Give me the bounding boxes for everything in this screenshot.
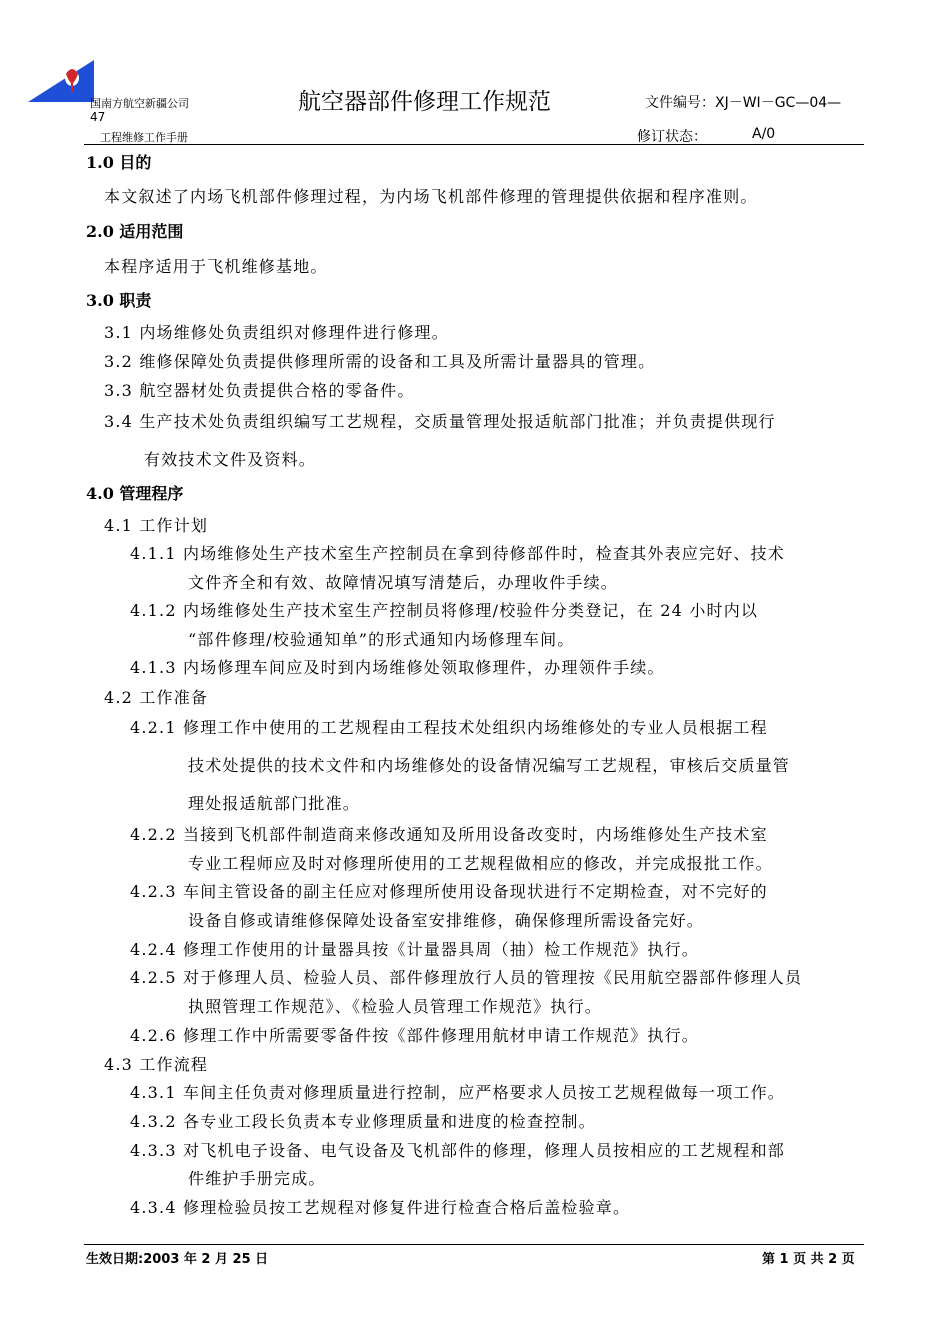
revision-label: 修订状态： [637, 129, 707, 145]
paragraph-4-2-1-line-2: 技术处提供的技术文件和内场维修处的设备情况编写工艺规程，审核后交质量管 [188, 756, 791, 775]
section-1-title: 1.0 目的 [86, 153, 152, 172]
effective-date: 生效日期:2003 年 2 月 25 日 [86, 1252, 269, 1267]
paragraph-4-1-1-line-2: 文件齐全和有效、故障情况填写清楚后，办理收件手续。 [188, 573, 619, 592]
paragraph-4-3-3-line-1: 4.3.3 对飞机电子设备、电气设备及飞机部件的修理，修理人员按相应的工艺规程和部 [130, 1141, 785, 1160]
subsection-4-2: 4.2 工作准备 [104, 688, 209, 707]
subsection-4-3: 4.3 工作流程 [104, 1055, 209, 1074]
paragraph-4-2-3-line-1: 4.2.3 车间主管设备的副主任应对修理所使用设备现状进行不定期检查，对不完好的 [130, 882, 768, 901]
section-2-title: 2.0 适用范围 [86, 222, 184, 241]
paragraph-4-2-3-line-2: 设备自修或请维修保障处设备室安排维修，确保修理所需设备完好。 [188, 911, 705, 930]
section-1-text: 本文叙述了内场飞机部件修理过程，为内场飞机部件修理的管理提供依据和程序准则。 [104, 187, 758, 206]
paragraph-4-2-2-line-2: 专业工程师应及时对修理所使用的工艺规程做相应的修改，并完成报批工作。 [188, 854, 773, 873]
revision-value: A/0 [752, 126, 776, 142]
page-title: 航空器部件修理工作规范 [298, 89, 551, 115]
paragraph-4-2-5-line-2: 执照管理工作规范》、《检验人员管理工作规范》执行。 [188, 997, 603, 1016]
paragraph-3-3: 3.3 航空器材处负责提供合格的零备件。 [104, 381, 415, 400]
section-2-text: 本程序适用于飞机维修基地。 [104, 257, 328, 276]
paragraph-4-1-2-line-2: “部件修理/校验通知单”的形式通知内场修理车间。 [188, 630, 575, 649]
section-3-title: 3.0 职责 [86, 291, 152, 310]
subsection-4-1: 4.1 工作计划 [104, 516, 209, 535]
company-name-suffix: 47 [90, 110, 106, 124]
paragraph-4-2-1-line-3: 理处报适航部门批准。 [188, 794, 361, 813]
paragraph-4-3-3-line-2: 件维护手册完成。 [188, 1169, 326, 1188]
manual-name: 工程维修工作手册 [100, 131, 188, 144]
paragraph-4-1-1-line-1: 4.1.1 内场维修处生产技术室生产控制员在拿到待修部件时，检查其外表应完好、技术 [130, 544, 785, 563]
header-divider [84, 144, 864, 145]
paragraph-4-1-2-line-1: 4.1.2 内场维修处生产技术室生产控制员将修理/校验件分类登记，在 24 小时内以 [130, 601, 759, 620]
page-number: 第 1 页 共 2 页 [762, 1252, 855, 1267]
section-4-title: 4.0 管理程序 [86, 484, 184, 503]
paragraph-3-4-line-2: 有效技术文件及资料。 [144, 450, 317, 469]
company-logo [28, 60, 96, 104]
paragraph-3-1: 3.1 内场维修处负责组织对修理件进行修理。 [104, 323, 449, 342]
document-number: 文件编号：XJ－WI－GC—04— [645, 95, 842, 111]
paragraph-4-2-2-line-1: 4.2.2 当接到飞机部件制造商来修改通知及所用设备改变时，内场维修处生产技术室 [130, 825, 768, 844]
paragraph-4-3-1: 4.3.1 车间主任负责对修理质量进行控制，应严格要求人员按工艺规程做每一项工作。 [130, 1083, 785, 1102]
paragraph-4-3-4: 4.3.4 修理检验员按工艺规程对修复件进行检查合格后盖检验章。 [130, 1198, 631, 1217]
paragraph-4-2-1-line-1: 4.2.1 修理工作中使用的工艺规程由工程技术处组织内场维修处的专业人员根据工程 [130, 718, 768, 737]
company-name: 国南方航空新疆公司 [90, 97, 189, 110]
paragraph-4-2-6: 4.2.6 修理工作中所需要零备件按《部件修理用航材申请工作规范》执行。 [130, 1026, 699, 1045]
logo-blue-triangle [28, 60, 94, 102]
paragraph-4-1-3: 4.1.3 内场修理车间应及时到内场维修处领取修理件，办理领件手续。 [130, 658, 665, 677]
paragraph-4-2-5-line-1: 4.2.5 对于修理人员、检验人员、部件修理放行人员的管理按《民用航空器部件修理人员 [130, 968, 803, 987]
paragraph-3-4-line-1: 3.4 生产技术处负责组织编写工艺规程，交质量管理处报适航部门批准；并负责提供现行 [104, 412, 776, 431]
footer-divider [84, 1244, 864, 1245]
paragraph-4-3-2: 4.3.2 各专业工段长负责本专业修理质量和进度的检查控制。 [130, 1112, 596, 1131]
paragraph-3-2: 3.2 维修保障处负责提供修理所需的设备和工具及所需计量器具的管理。 [104, 352, 656, 371]
paragraph-4-2-4: 4.2.4 修理工作使用的计量器具按《计量器具周（抽）检工作规范》执行。 [130, 940, 699, 959]
